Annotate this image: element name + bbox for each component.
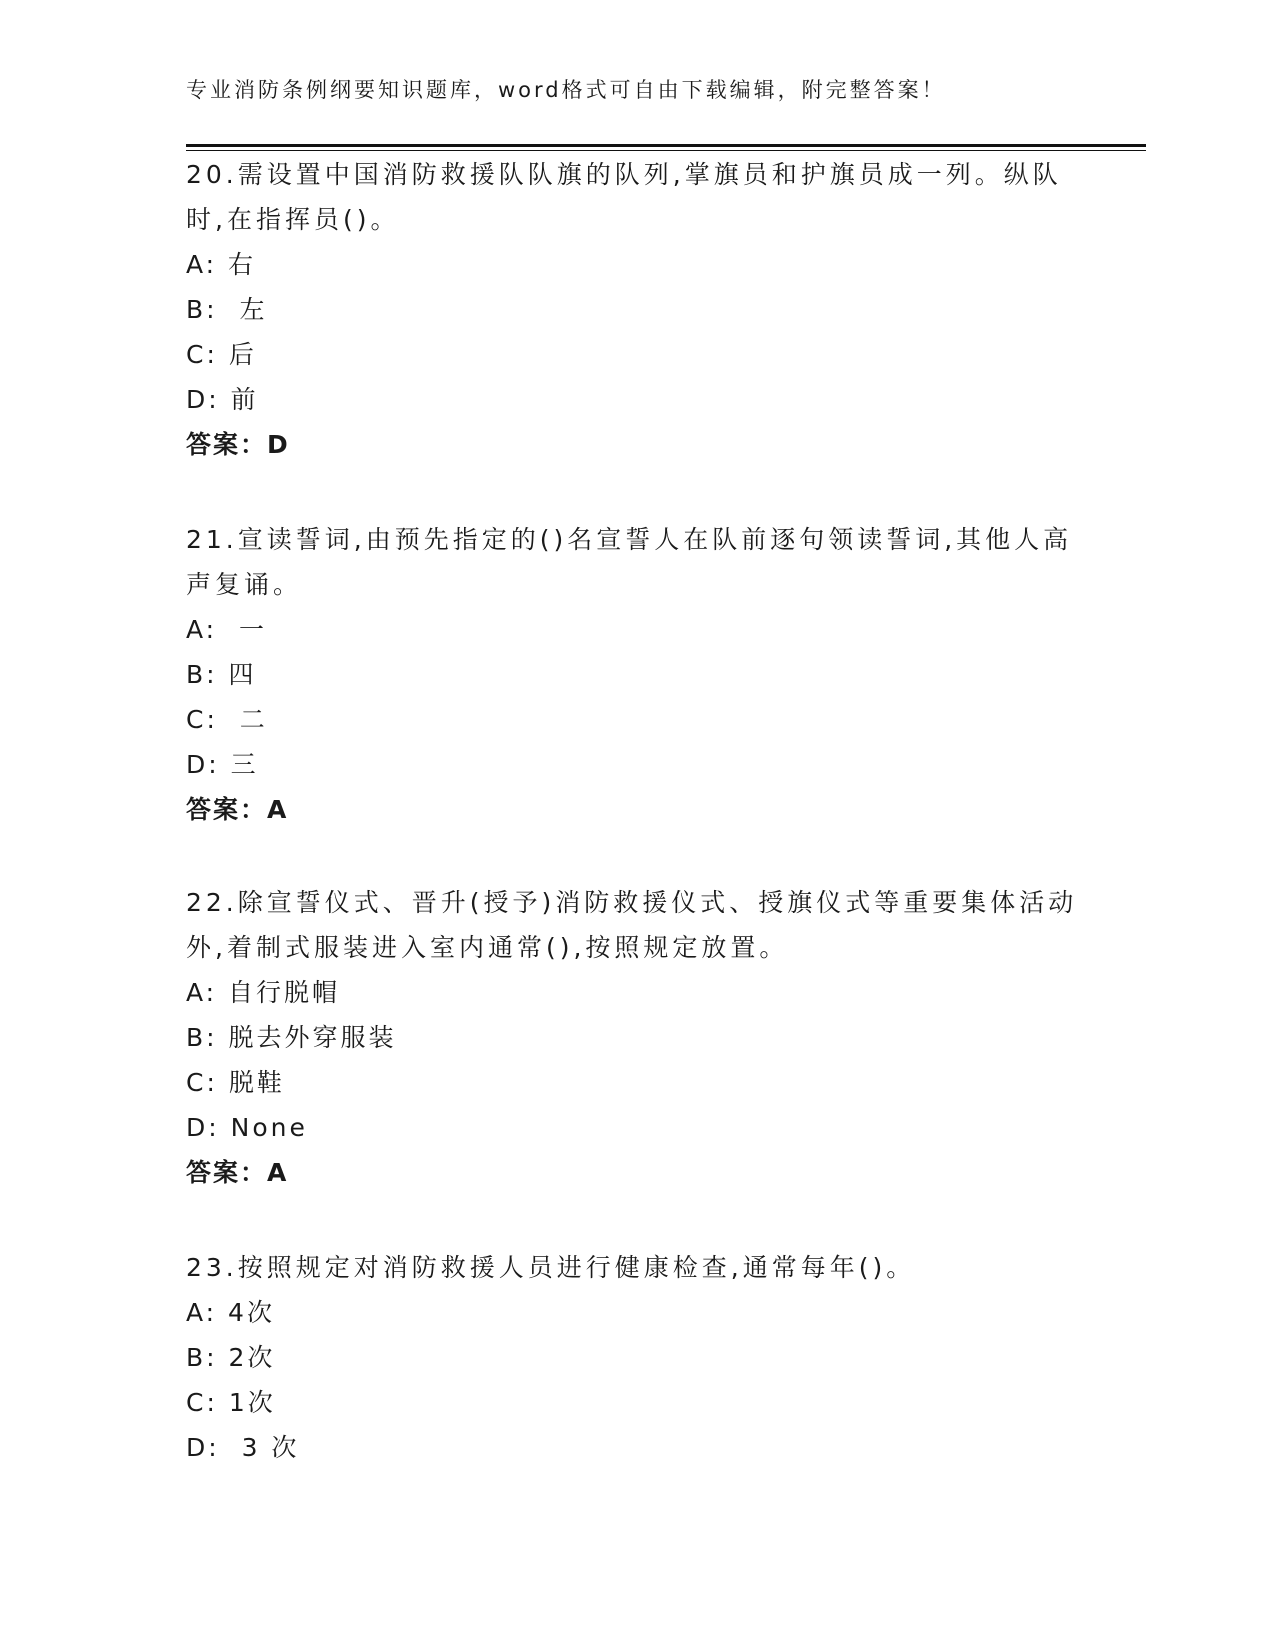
option-d: D: 三 xyxy=(186,750,259,779)
option-b: B: 左 xyxy=(186,295,268,324)
document-header: 专业消防条例纲要知识题库，word格式可自由下载编辑，附完整答案！ xyxy=(186,78,946,102)
option-d: D: 前 xyxy=(186,385,259,414)
question-stem: 21.宣读誓词,由预先指定的()名宣誓人在队前逐句领读誓词,其他人高声复诵。 xyxy=(186,525,1073,599)
question-stem: 20.需设置中国消防救援队队旗的队列,掌旗员和护旗员成一列。纵队时,在指挥员()。 xyxy=(186,160,1062,234)
option-a: A: 右 xyxy=(186,250,257,279)
header-rule-thin xyxy=(186,150,1146,151)
option-a: A: 一 xyxy=(186,615,267,644)
option-a: A: 自行脱帽 xyxy=(186,978,341,1007)
header-rule-thick xyxy=(186,144,1146,147)
question-stem: 22.除宣誓仪式、晋升(授予)消防救援仪式、授旗仪式等重要集体活动外,着制式服装进入室内通常(),按照规定放置。 xyxy=(186,888,1078,962)
question-block xyxy=(186,1245,1086,1470)
option-c: C: 后 xyxy=(186,340,257,369)
option-b: B: 脱去外穿服装 xyxy=(186,1023,397,1052)
answer: 答案：A xyxy=(186,795,289,824)
question-block xyxy=(186,517,1086,832)
option-c: C: 1次 xyxy=(186,1388,276,1417)
option-c: C: 二 xyxy=(186,705,268,734)
option-c: C: 脱鞋 xyxy=(186,1068,285,1097)
answer: 答案：D xyxy=(186,430,290,459)
option-d: D: None xyxy=(186,1113,308,1142)
answer: 答案：A xyxy=(186,1158,289,1187)
option-b: B: 2次 xyxy=(186,1343,276,1372)
option-a: A: 4次 xyxy=(186,1298,275,1327)
question-stem: 23.按照规定对消防救援人员进行健康检查,通常每年()。 xyxy=(186,1253,916,1282)
option-b: B: 四 xyxy=(186,660,257,689)
question-block xyxy=(186,152,1086,467)
question-block xyxy=(186,880,1086,1195)
option-d: D: 3 次 xyxy=(186,1433,300,1462)
